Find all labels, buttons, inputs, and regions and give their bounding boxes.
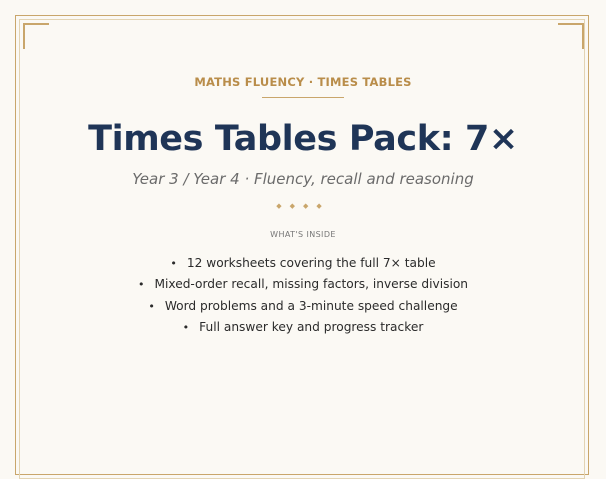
list-item-text: Mixed-order recall, missing factors, inverse division [154, 277, 469, 292]
list-item [0, 274, 606, 295]
corner-ornament-top-left [23, 23, 49, 49]
bullet-icon: • [170, 257, 177, 270]
bullet-icon: • [182, 320, 190, 334]
bullet-icon: • [137, 278, 145, 292]
whats-inside-heading: WHAT'S INSIDE [270, 230, 336, 239]
list-item [0, 296, 606, 317]
page-title: Times Tables Pack: 7× [88, 119, 518, 159]
list-item-text: Word problems and a 3-minute speed challenge [164, 298, 458, 313]
list-item [0, 253, 606, 274]
diamond-divider: ◆◆◆◆ [276, 202, 330, 210]
list-item-text: 12 worksheets covering the full 7× table [186, 256, 436, 270]
bullet-icon: • [148, 299, 155, 313]
eyebrow-underline [262, 97, 344, 98]
list-item-text: Full answer key and progress tracker [199, 319, 424, 334]
list-item [0, 317, 606, 338]
page-subtitle: Year 3 / Year 4 · Fluency, recall and reasoning [132, 170, 474, 188]
corner-ornament-top-right [558, 23, 584, 49]
contents-list [0, 253, 606, 338]
eyebrow-label: MATHS FLUENCY · TIMES TABLES [194, 75, 412, 89]
